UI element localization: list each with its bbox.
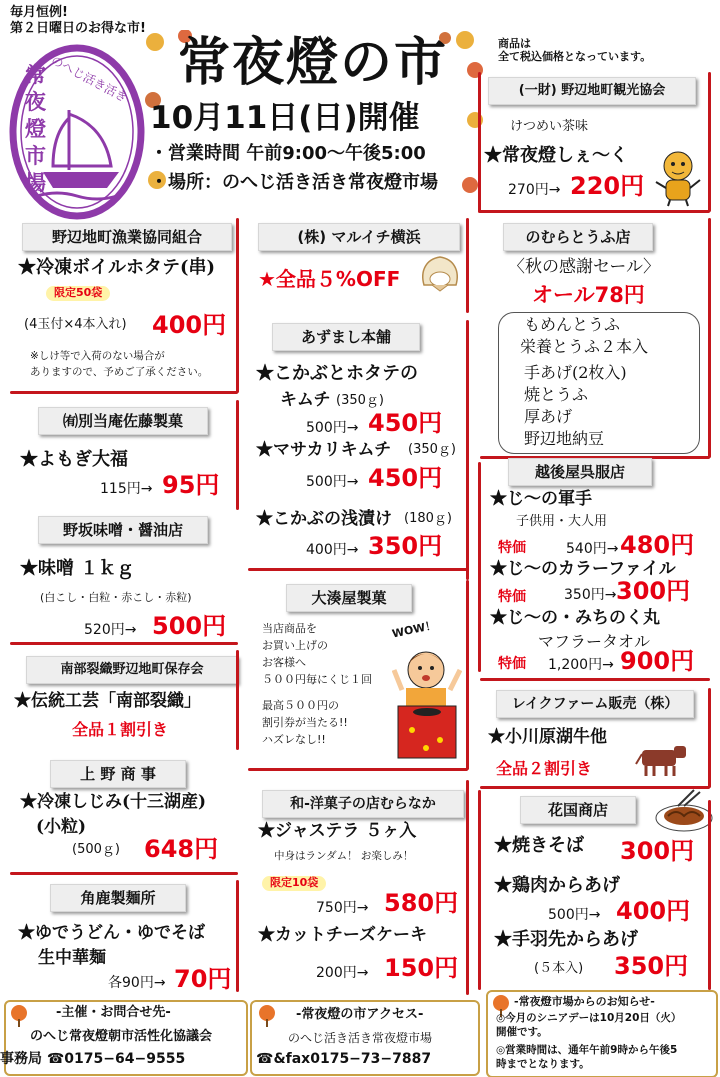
divider — [466, 780, 469, 995]
towel-price: 900円 — [620, 647, 695, 675]
ominato-line-2: お買い上げの — [262, 639, 328, 652]
cow-icon — [634, 742, 688, 778]
scallop-note-2: ありますので、予めご了承ください。 — [30, 366, 209, 378]
item-shake: ★常夜燈しぇ〜く — [484, 145, 628, 166]
tofu-item-3: 手あげ(2枚入) — [524, 363, 627, 382]
notice-line-3: ◎営業時間は、通年午前9時から午後5 — [496, 1044, 678, 1056]
gunte-sale-tag: 特価 — [498, 540, 526, 556]
item-sakiori: ★伝統工芸「南部裂織」 — [14, 691, 201, 711]
karaage-price: 400円 — [616, 897, 691, 925]
divider — [708, 218, 711, 458]
masakari-old-price: 500円→ — [306, 474, 359, 490]
gunte-old-price: 540円→ — [566, 541, 619, 557]
sakiori-sale: 全品１割引き — [72, 720, 169, 739]
divider — [480, 678, 710, 681]
masakari-price: 450円 — [368, 464, 443, 492]
second-sunday-note: 第２日曜日のお得な市! — [10, 21, 146, 36]
access-phone: ☎&fax0175−73−7887 — [256, 1051, 432, 1067]
access-title: -常夜燈の市アクセス- — [296, 1007, 424, 1022]
item-yakisoba: ★焼きそば — [494, 835, 584, 856]
event-location: ・場所：のへじ活き活き常夜燈市場 — [150, 172, 438, 193]
jasutera-limited-badge: 限定10袋 — [262, 876, 326, 891]
divider — [10, 872, 238, 875]
shake-price: 220円 — [570, 172, 645, 200]
cheesecake-price: 150円 — [384, 954, 459, 982]
yakisoba-price: 300円 — [620, 837, 695, 865]
divider — [478, 72, 481, 212]
divider — [236, 880, 239, 992]
store-header-kanko: (一財) 野辺地町観光協会 — [488, 77, 696, 105]
kabu-kimchi-old-price: 500円→ — [306, 420, 359, 436]
ominato-line-7: ハズレなし!! — [262, 733, 326, 746]
divider — [10, 642, 238, 645]
tofu-item-1: もめんとうふ — [524, 315, 621, 334]
item-shijimi: ★冷凍しじみ(十三湖産) — [20, 792, 207, 812]
notice-line-4: 時までとなります。 — [496, 1058, 590, 1070]
jasutera-note: 中身はランダム！ お楽しみ！ — [274, 850, 414, 862]
file-price: 300円 — [616, 577, 691, 605]
towel-sale-tag: 特価 — [498, 656, 526, 672]
store-header-kure: 越後屋呉服店 — [508, 458, 652, 486]
asazuke-price: 350円 — [368, 532, 443, 560]
notice-title: -常夜燈市場からのお知らせ- — [514, 995, 655, 1008]
tax-note-1: 商品は — [498, 37, 531, 50]
item-chukamen: 生中華麺 — [38, 948, 106, 968]
tofu-item-2: 栄養とうふ２本入 — [520, 337, 649, 356]
ominato-line-6: 割引券が当たる!! — [262, 716, 348, 729]
shake-flavor: けつめい茶味 — [510, 119, 589, 134]
item-jasutera: ★ジャステラ ５ヶ入 — [258, 821, 417, 841]
divider — [466, 218, 469, 313]
item-yomogi: ★よもぎ大福 — [20, 449, 128, 470]
divider — [466, 580, 469, 770]
event-title: 常夜燈の市 — [178, 33, 449, 93]
shijimi-price: 648円 — [144, 835, 219, 863]
ominato-line-5: 最高５００円の — [262, 699, 339, 712]
store-header-azumashi: あずまし本舗 — [272, 323, 420, 351]
jasutera-price: 580円 — [384, 889, 459, 917]
divider — [478, 462, 481, 672]
organizer-name: のへじ常夜燈朝市活性化協議会 — [30, 1029, 213, 1044]
item-muffler-towel: ★じ〜の・みちのく丸 — [490, 608, 660, 628]
yomogi-old-price: 115円→ — [100, 481, 153, 497]
divider — [708, 72, 711, 212]
access-place: のへじ活き活き常夜燈市場 — [288, 1031, 433, 1045]
store-header-gyokyo: 野辺地町漁業協同組合 — [22, 223, 232, 251]
noodles-old-price: 各90円→ — [108, 975, 166, 991]
yakisoba-plate-icon — [654, 788, 714, 834]
store-header-sato: ㈲別当庵佐藤製菓 — [38, 407, 208, 435]
notice-line-2: 開催です。 — [496, 1026, 548, 1038]
shijimi-spec: (500ｇ) — [72, 842, 120, 857]
item-masakari-kimchi: ★マサカリキムチ — [256, 440, 392, 460]
jasutera-old-price: 750円→ — [316, 900, 369, 916]
divider — [708, 800, 711, 990]
item-beef: ★小川原湖牛他 — [488, 727, 607, 747]
tax-note-2: 全て税込価格となっています。 — [498, 50, 652, 63]
item-scallop: ★冷凍ボイルホタテ(串) — [18, 257, 216, 278]
item-gunte: ★じ〜の軍手 — [490, 489, 592, 509]
seal-text: 常夜燈市場 — [25, 63, 46, 195]
ominato-line-4: ５００円毎にくじ１回 — [262, 673, 372, 686]
wow-text: WOW！ — [390, 618, 438, 641]
monthly-note: 毎月恒例! — [10, 5, 68, 20]
market-seal-logo — [7, 40, 147, 220]
seal-arc-text: のへじ活き活き — [48, 53, 130, 105]
event-date: 10月11日(日)開催 — [150, 100, 420, 136]
divider — [236, 650, 239, 750]
noodles-price: 70円 — [174, 965, 232, 993]
tofu-item-4: 焼とうふ — [524, 385, 589, 404]
scallop-note-1: ※しけ等で入荷のない場合が — [30, 350, 165, 362]
ominato-line-1: 当店商品を — [262, 622, 317, 635]
asazuke-spec: (180ｇ) — [404, 511, 452, 526]
miso-price: 500円 — [152, 612, 227, 640]
item-tebasaki: ★手羽先からあげ — [494, 929, 638, 950]
divider — [478, 790, 481, 990]
organizer-title: -主催・お問合せ先- — [56, 1005, 171, 1020]
kabu-kimchi-label: キムチ — [280, 390, 331, 410]
store-header-hanakuni: 花国商店 — [520, 796, 636, 824]
muffler-towel-label: マフラータオル — [538, 632, 651, 651]
organizer-phone: 事務局 ☎0175−64−9555 — [0, 1051, 186, 1067]
item-karaage: ★鶏肉からあげ — [494, 875, 620, 896]
ominato-line-3: お客様へ — [262, 656, 306, 669]
divider — [478, 210, 710, 213]
scallop-price: 400円 — [152, 311, 227, 339]
item-color-file: ★じ〜のカラーファイル — [490, 559, 676, 579]
miso-old-price: 520円→ — [84, 622, 137, 638]
divider — [466, 320, 469, 580]
kabu-kimchi-price: 450円 — [368, 409, 443, 437]
store-header-nanbu: 南部裂織野辺地町保存会 — [26, 656, 238, 684]
business-hours: ・営業時間 午前9:00〜午後5:00 — [150, 143, 426, 164]
divider — [248, 568, 468, 571]
mascot-character-illustration — [652, 148, 704, 208]
scallop-spec: (4玉付×4本入れ) — [24, 317, 127, 332]
gunte-price: 480円 — [620, 531, 695, 559]
karaage-old-price: 500円→ — [548, 907, 601, 923]
maruichi-sale: ★全品５%OFF — [258, 267, 401, 291]
divider — [10, 391, 238, 394]
store-header-ominato: 大湊屋製菓 — [286, 584, 412, 612]
store-header-lake: レイクファーム販売（株） — [496, 690, 694, 718]
asazuke-old-price: 400円→ — [306, 542, 359, 558]
gunte-sizes: 子供用・大人用 — [516, 514, 608, 529]
tofu-item-6: 野辺地納豆 — [524, 429, 605, 448]
nomura-sale-price: オール78円 — [532, 283, 645, 307]
kabu-kimchi-spec: (350ｇ) — [336, 393, 384, 408]
tree-icon — [256, 1004, 278, 1028]
tofu-item-5: 厚あげ — [524, 407, 573, 426]
miso-spec: (白こし・白粒・赤こし・赤粒) — [40, 591, 192, 604]
cheesecake-old-price: 200円→ — [316, 965, 369, 981]
item-cheesecake: ★カットチーズケーキ — [258, 925, 427, 945]
beef-sale: 全品２割引き — [496, 759, 593, 778]
tebasaki-spec: (５本入) — [534, 961, 584, 976]
scallop-shell-icon — [420, 255, 460, 293]
store-header-tsunoka: 角鹿製麺所 — [50, 884, 186, 912]
divider — [248, 768, 468, 771]
divider — [236, 400, 239, 510]
file-old-price: 350円→ — [564, 587, 617, 603]
store-header-nosaka: 野坂味噌・醤油店 — [38, 516, 208, 544]
limited-badge: 限定50袋 — [46, 286, 110, 301]
divider — [708, 688, 711, 788]
item-kabu-asazuke: ★こかぶの浅漬け — [256, 509, 392, 529]
yomogi-price: 95円 — [162, 471, 220, 499]
tebasaki-price: 350円 — [614, 952, 689, 980]
notice-line-1: ◎今月のシニアデーは10月20日（火） — [496, 1012, 682, 1024]
item-kabu-kimchi: ★こかぶとホタテの — [256, 363, 418, 384]
store-header-ueno: 上 野 商 事 — [50, 760, 186, 788]
store-header-nomura: のむらとうふ店 — [503, 223, 653, 251]
shijimi-size: (小粒) — [36, 817, 87, 837]
masakari-spec: (350ｇ) — [408, 442, 456, 457]
shake-old-price: 270円→ — [508, 182, 561, 198]
file-sale-tag: 特価 — [498, 589, 526, 605]
nomura-sale-heading: 〈秋の感謝セール〉 — [508, 257, 660, 277]
item-noodles: ★ゆでうどん・ゆでそば — [18, 923, 205, 943]
store-header-maruichi: (株) マルイチ横浜 — [258, 223, 460, 251]
towel-old-price: 1,200円→ — [548, 657, 614, 673]
lottery-box-boy-illustration — [392, 640, 462, 762]
store-header-muranaka: 和-洋菓子の店むらなか — [262, 790, 464, 818]
tree-icon — [8, 1004, 30, 1028]
item-miso: ★味噌 １ｋｇ — [20, 558, 135, 579]
divider — [236, 218, 239, 393]
